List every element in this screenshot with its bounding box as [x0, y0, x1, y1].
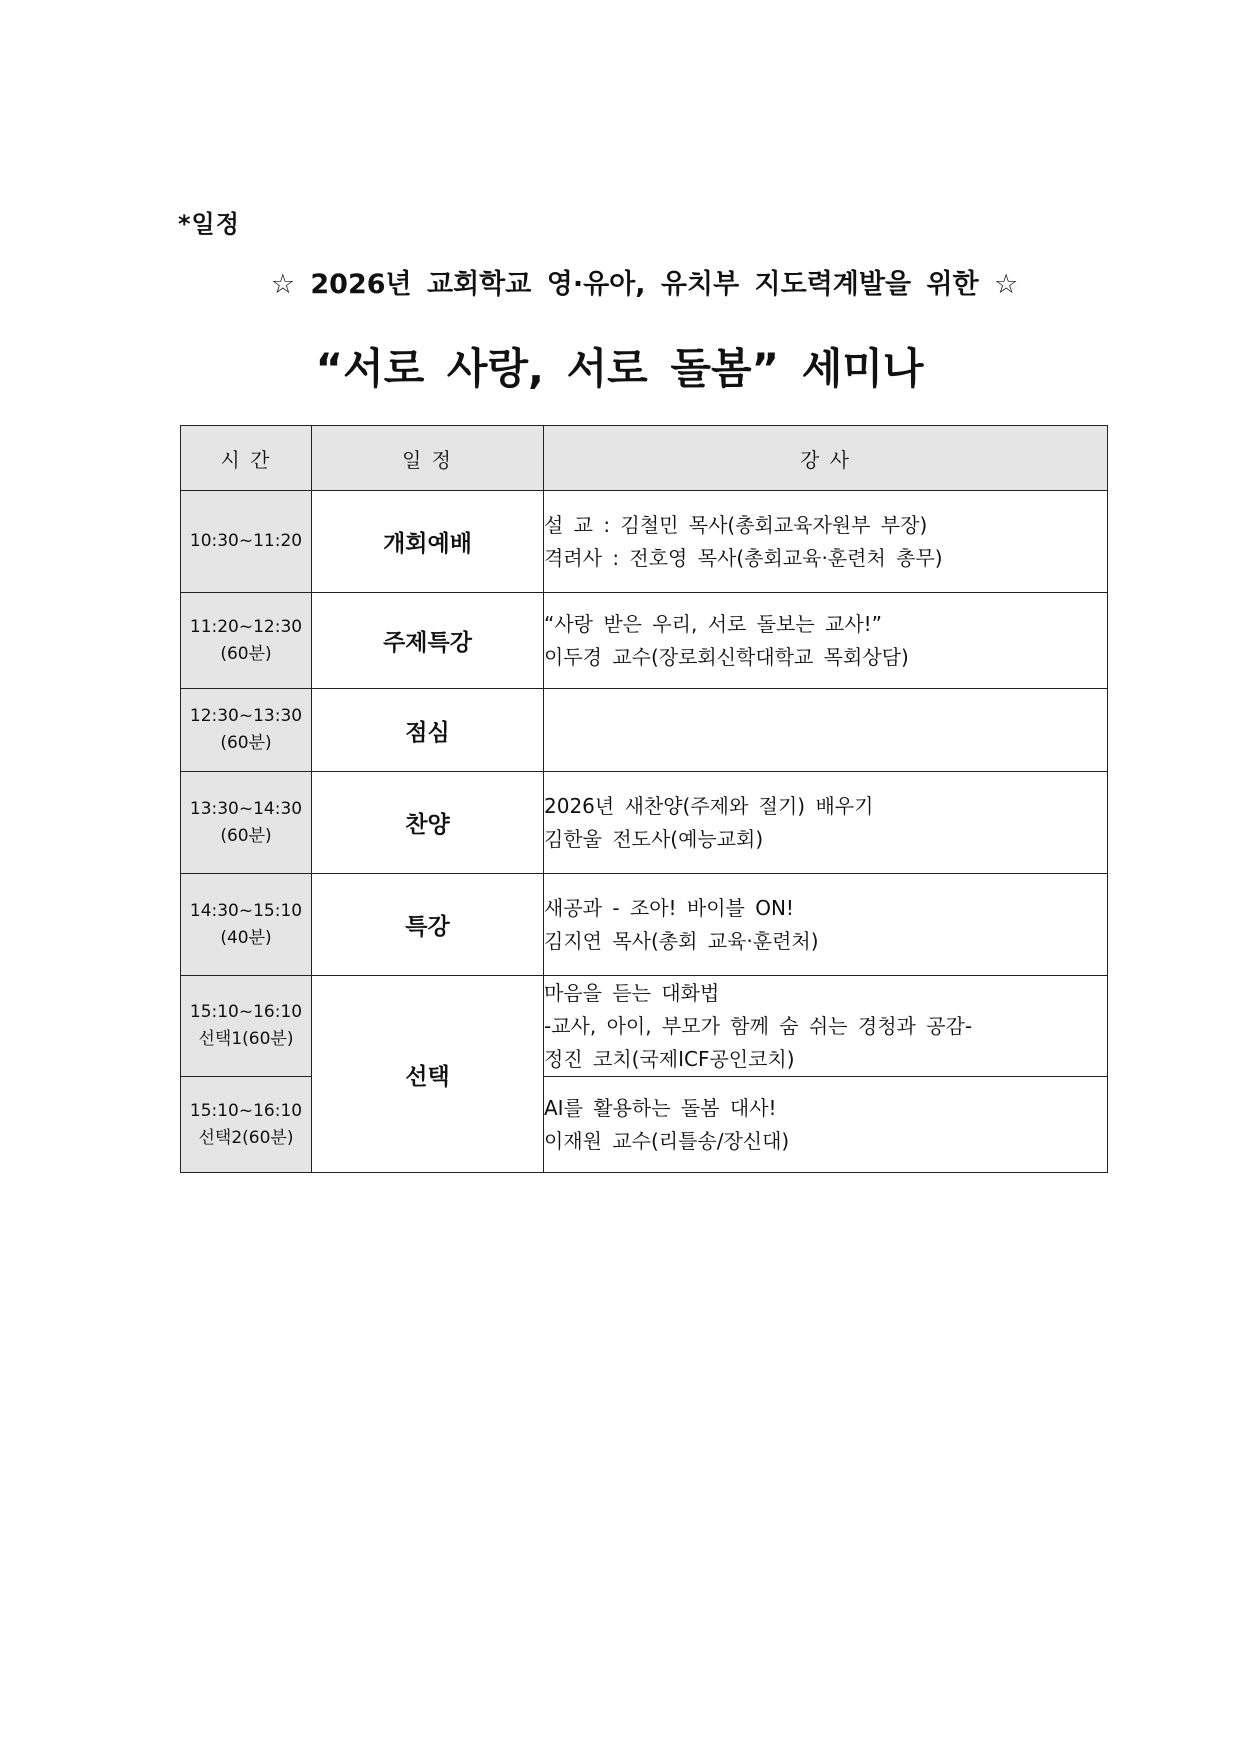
time-range: 14:30~15:10 — [189, 900, 303, 921]
speaker-line: 설 교 : 김철민 목사(총회교육자원부 부장) — [544, 512, 928, 537]
time-option: 선택1(60분) — [198, 1029, 294, 1049]
event-cell: 점심 — [312, 689, 544, 772]
table-row — [181, 874, 1108, 976]
time-range: 11:20~12:30 — [189, 616, 303, 637]
seminar-subtitle: ☆ 2026년 교회학교 영·유아, 유치부 지도력계발을 위한 ☆ — [270, 269, 1019, 300]
seminar-title: “서로 사랑, 서로 돌봄” 세미나 — [315, 344, 924, 393]
event-cell: 개회예배 — [312, 491, 544, 593]
header-time: 시 간 — [181, 426, 312, 491]
time-cell — [181, 976, 312, 1077]
speaker-cell — [544, 874, 1108, 976]
speaker-cell — [544, 976, 1108, 1077]
schedule-table — [180, 425, 1108, 1173]
speaker-cell — [544, 689, 1108, 772]
time-range: 15:10~16:10 — [189, 1002, 303, 1022]
event-cell: 찬양 — [312, 772, 544, 874]
header-event: 일 정 — [312, 426, 544, 491]
time-range: 13:30~14:30 — [189, 798, 303, 819]
speaker-cell — [544, 1077, 1108, 1173]
speaker-line: -교사, 아이, 부모가 함께 숨 쉬는 경청과 공감- — [544, 1013, 973, 1038]
section-label: *일정 — [178, 210, 240, 238]
time-cell — [181, 491, 312, 593]
time-cell — [181, 1077, 312, 1173]
speaker-cell — [544, 593, 1108, 689]
table-row — [181, 772, 1108, 874]
time-duration: (60분) — [220, 825, 272, 846]
event-cell: 주제특강 — [312, 593, 544, 689]
speaker-line: 새공과 - 조아! 바이블 ON! — [544, 895, 794, 920]
speaker-line: 김지연 목사(총회 교육·훈련처) — [544, 928, 819, 953]
time-option: 선택2(60분) — [198, 1127, 294, 1148]
table-row — [181, 491, 1108, 593]
speaker-line: 격려사 : 전호영 목사(총회교육·훈련처 총무) — [544, 545, 943, 570]
table-row — [181, 976, 1108, 1077]
speaker-line: 김한울 전도사(예능교회) — [544, 826, 764, 851]
time-range: 15:10~16:10 — [189, 1100, 303, 1121]
speaker-cell — [544, 772, 1108, 874]
event-cell: 특강 — [312, 874, 544, 976]
time-cell — [181, 689, 312, 772]
time-duration: (40분) — [220, 927, 272, 948]
table-row — [181, 689, 1108, 772]
speaker-line: 이두경 교수(장로회신학대학교 목회상담) — [544, 644, 909, 669]
speaker-line: 정진 코치(국제ICF공인코치) — [544, 1046, 795, 1071]
time-range: 10:30~11:20 — [189, 531, 303, 551]
time-cell — [181, 772, 312, 874]
table-row — [181, 593, 1108, 689]
speaker-line: 마음을 듣는 대화법 — [544, 980, 720, 1005]
time-cell — [181, 874, 312, 976]
time-duration: (60분) — [220, 733, 272, 753]
speaker-line: “사랑 받은 우리, 서로 돌보는 교사!” — [544, 611, 883, 636]
event-cell: 선택 — [312, 976, 544, 1173]
speaker-line: AI를 활용하는 돌봄 대사! — [544, 1095, 777, 1120]
speaker-line: 2026년 새찬양(주제와 절기) 배우기 — [544, 793, 874, 818]
speaker-cell — [544, 491, 1108, 593]
header-speaker: 강 사 — [544, 426, 1108, 491]
table-header-row — [181, 426, 1108, 491]
time-duration: (60분) — [220, 643, 272, 664]
time-range: 12:30~13:30 — [189, 706, 303, 726]
speaker-line: 이재원 교수(리틀송/장신대) — [544, 1128, 790, 1153]
time-cell — [181, 593, 312, 689]
